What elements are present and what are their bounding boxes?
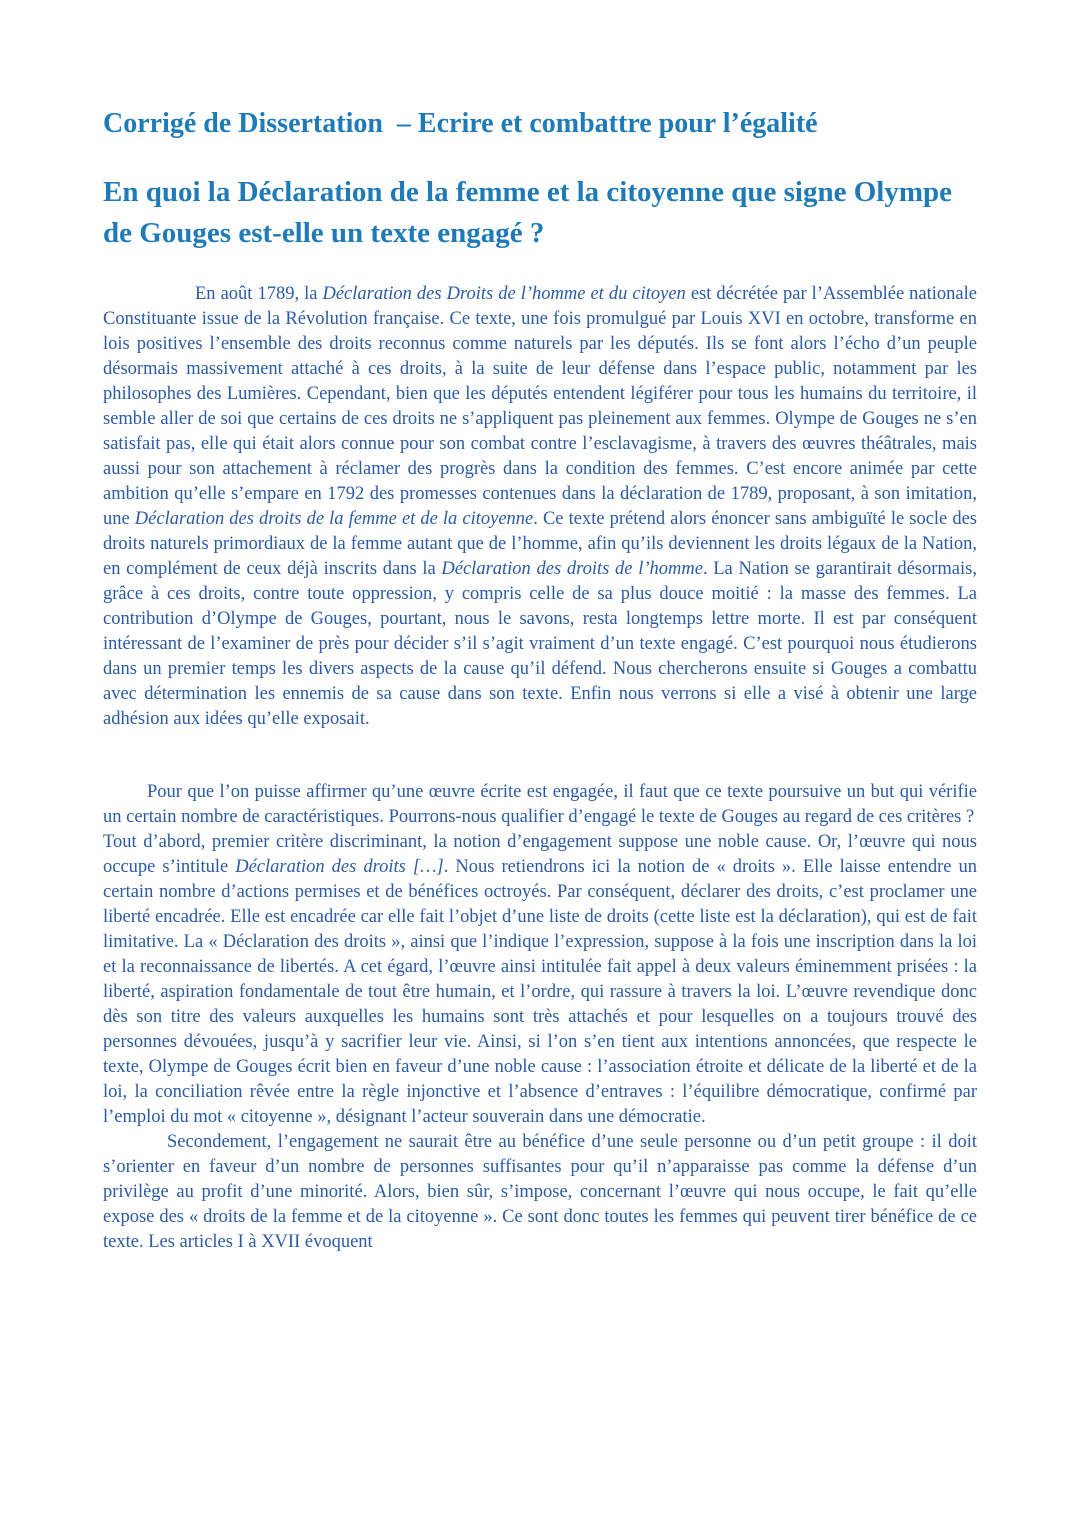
first-criterion-paragraph bbox=[103, 830, 977, 1130]
italic-title: Déclaration des droits de l’homme bbox=[441, 559, 703, 579]
italic-title: Déclaration des droits […] bbox=[235, 857, 444, 877]
part-one-intro-paragraph bbox=[103, 780, 977, 830]
dissertation-subject: En quoi la Déclaration de la femme et la citoyenne que signe Olympe de Gouges est-elle un texte engagé ? bbox=[103, 176, 952, 249]
document-page bbox=[103, 100, 977, 1255]
text-segment: Pour que l’on puisse affirmer qu’une œuvre écrite est engagée, il faut que ce texte poursuive un but qui vérifie un certain nombre de caractéristiques. Pourrons-nous qualifier d’engagé le texte de Gouges au regard de ces critères ? bbox=[103, 782, 977, 827]
italic-title: Déclaration des Droits de l’homme et du citoyen bbox=[322, 284, 686, 304]
text-segment: . Ce texte prétend alors énoncer sans ambiguïté le socle des droits naturels primordiaux de la femme autant que de l’homme, afin qu’ils deviennent les droits légaux de la Nation, en complément de ceux déjà inscrits dans la bbox=[103, 509, 978, 579]
italic-title: Déclaration des droits de la femme et de la citoyenne bbox=[134, 509, 534, 529]
text-segment: En août 1789, la bbox=[195, 284, 323, 304]
text-segment: Tout d’abord, premier critère discriminant, la notion d’engagement suppose une noble cause. Or, l’œuvre qui nous occupe s’intitule bbox=[103, 832, 977, 877]
text-segment: . La Nation se garantirait désormais, grâce à ces droits, contre toute oppression, y compris celle de sa plus douce moitié : la masse des femmes. La contribution d’Olympe de Gouges, pourtant, nous le savons, resta longtemps lettre morte. Il est par conséquent intéressant de l’examiner de près pour décider s’il s’agit vraiment d’un texte engagé. C’est pourquoi nous étudierons dans un premier temps les divers aspects de la cause qu’il défend. Nous chercherons ensuite si Gouges a combattu avec détermination les ennemis de sa cause dans son texte. Enfin nous verrons si elle a visé à obtenir une large adhésion aux idées qu’elle exposait. bbox=[103, 559, 977, 729]
document-title: Corrigé de Dissertation – Ecrire et combattre pour l’égalité bbox=[103, 108, 818, 139]
second-criterion-paragraph bbox=[103, 1130, 977, 1255]
text-segment: est décrétée par l’Assemblée nationale Constituante issue de la Révolution française. Ce texte, une fois promulgué par Louis XVI en octobre, transforme en lois positives l’ensemble des droits reconnus comme naturels par les députés. Ils se font alors l’écho d’un peuple désormais massivement attaché à ces droits, à la suite de leur défense dans l’espace public, notamment par les philosophes des Lumières. Cependant, bien que les députés entendent légiférer pour tous les humains du territoire, il semble aller de soi que certains de ces droits ne s’appliquent pas pleinement aux femmes. Olympe de Gouges ne s’en satisfait pas, elle qui était alors connue pour son combat contre l’esclavagisme, à travers des œuvres théâtrales, mais aussi pour son attachement à réclamer des progrès dans la condition des femmes. C’est encore animée par cette ambition qu’elle s’empare en 1792 des promesses contenues dans la déclaration de 1789, proposant, à son imitation, une bbox=[103, 284, 977, 529]
text-segment: . Nous retiendrons ici la notion de « droits ». Elle laisse entendre un certain nombre d’actions permises et de bénéfices octroyés. Par conséquent, déclarer des droits, c’est proclamer une liberté encadrée. Elle est encadrée car elle fait l’objet d’une liste de droits (cette liste est la déclaration), qui est de fait limitative. La « Déclaration des droits », ainsi que l’indique l’expression, suppose à la fois une inscription dans la loi et la reconnaissance de libertés. A cet égard, l’œuvre ainsi intitulée fait appel à deux valeurs éminemment prisées : la liberté, aspiration fondamentale de tout être humain, et l’ordre, qui rassure à travers la loi. L’œuvre revendique donc dès son titre des valeurs auxquelles les humains sont très attachés et pour lesquelles on a toujours trouvé des personnes dévouées, jusqu’à y sacrifier leur vie. Ainsi, si l’on s’en tient aux intentions annoncées, que respecte le texte, Olympe de Gouges écrit bien en faveur d’une noble cause : l’association étroite et délicate de la liberté et de la loi, la conciliation rêvée entre la règle injonctive et l’absence d’entraves : l’équilibre démocratique, confirmé par l’emploi du mot « citoyenne », désignant l’acteur souverain dans une démocratie. bbox=[103, 857, 978, 1127]
text-segment: Secondement, l’engagement ne saurait être au bénéfice d’une seule personne ou d’un petit groupe : il doit s’orienter en faveur d’un nombre de personnes suffisantes pour qu’il n’apparaisse pas comme la défense d’un privilège au profit d’une minorité. Alors, bien sûr, s’impose, concernant l’œuvre qui nous occupe, le fait qu’elle expose des « droits de la femme et de la citoyenne ». Ce sont donc toutes les femmes qui peuvent tirer bénéfice de ce texte. Les articles I à XVII évoquent bbox=[103, 1132, 977, 1252]
introduction-paragraph bbox=[103, 282, 977, 732]
